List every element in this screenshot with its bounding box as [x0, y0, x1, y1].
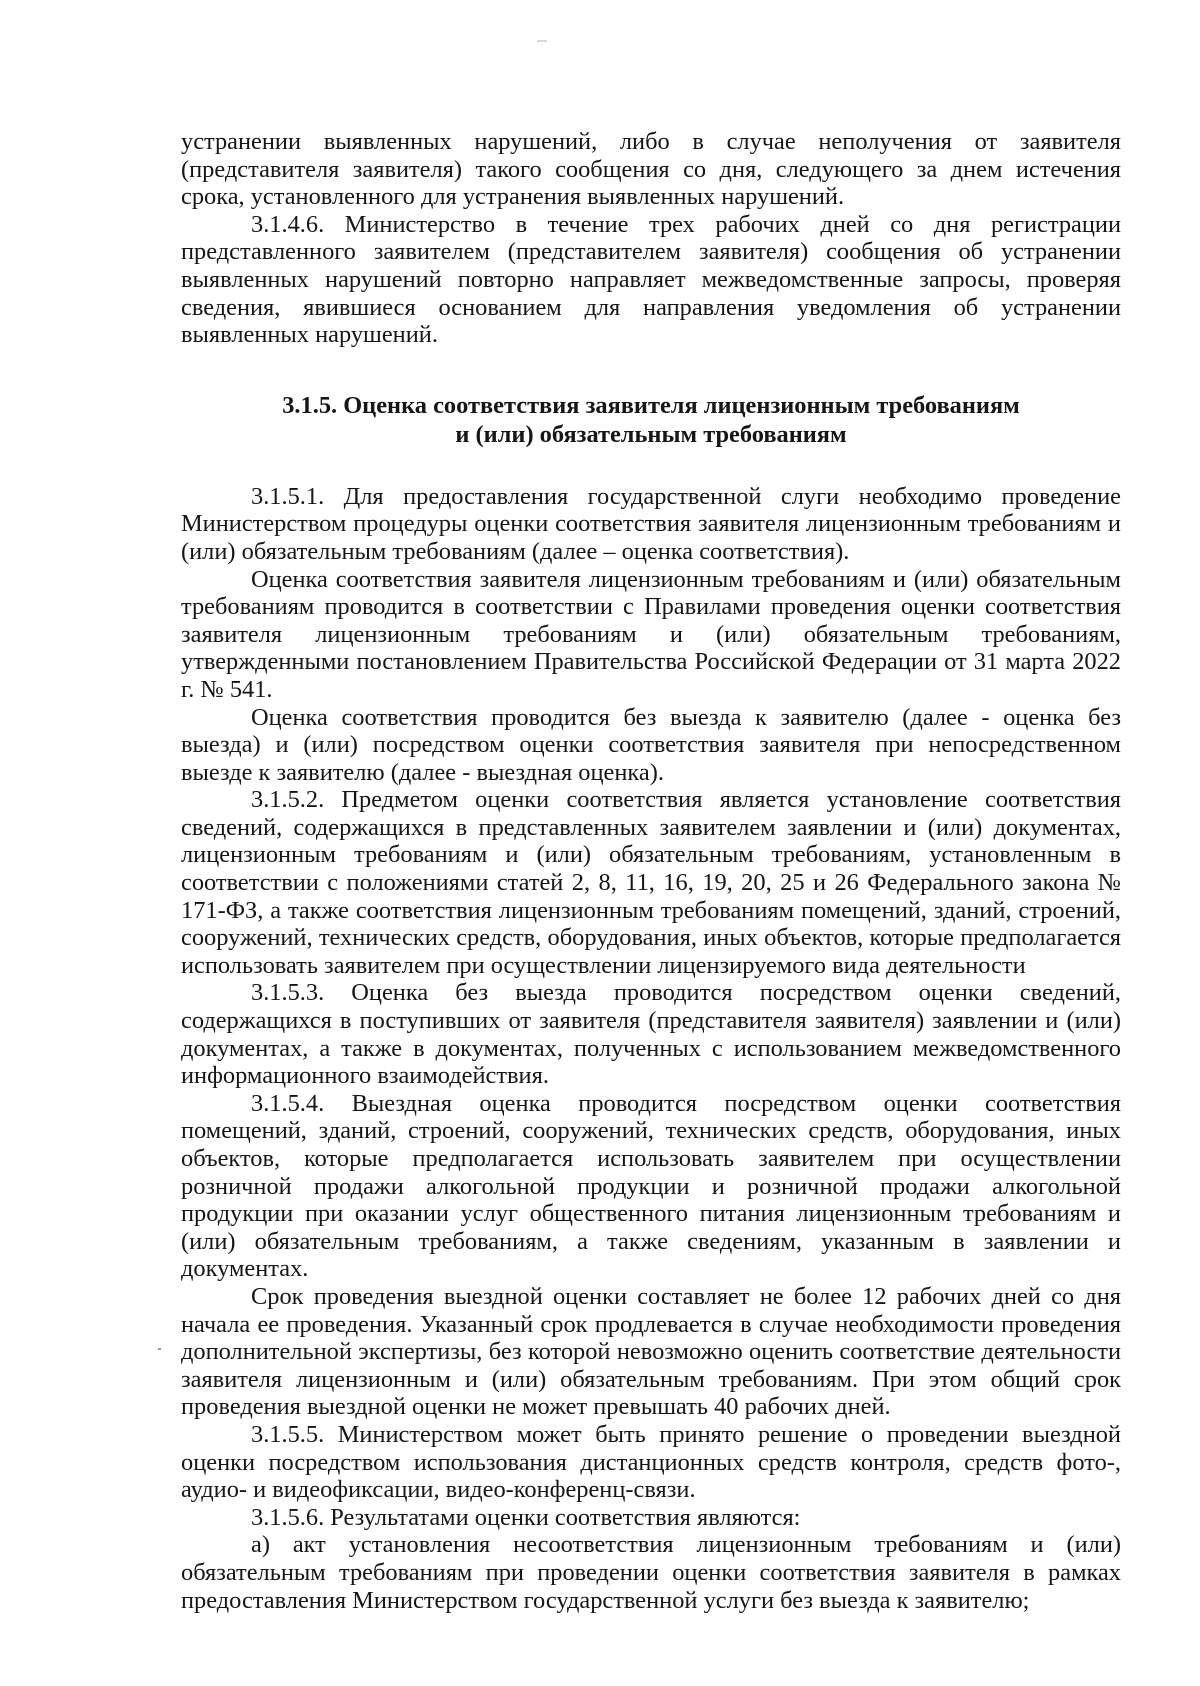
- section-heading-line: 3.1.5. Оценка соответствия заявителя лицензионным требованиям: [282, 391, 1020, 419]
- paragraph: Оценка соответствия проводится без выезда к заявителю (далее - оценка без выезда) и (или) посредством оценки соответствия заявителя при непосредственном выезде к заявителю (далее - выездная оценка).: [181, 703, 1121, 786]
- paragraph: Оценка соответствия заявителя лицензионным требованиям и (или) обязательным требованиям проводится в соответствии с Правилами проведения оценки соответствия заявителя лицензионным требованиям и (или) обязательным требованиям, утвержденными постановлением Правительства Российской Федерации от 31 марта 2022 г. № 541.: [181, 565, 1121, 703]
- section-heading: [181, 391, 1121, 449]
- paragraph: 3.1.4.6. Министерство в течение трех рабочих дней со дня регистрации представленного заявителем (представителем заявителя) сообщения об устранении выявленных нарушений повторно направляет межведомственные запросы, проверяя сведения, явившиеся основанием для направления уведомления об устранении выявленных нарушений.: [181, 210, 1121, 349]
- paragraph: устранении выявленных нарушений, либо в случае неполучения от заявителя (представителя заявителя) такого сообщения со дня, следующего за днем истечения срока, установленного для устранения выявленных нарушений.: [181, 128, 1121, 211]
- paragraph: 3.1.5.3. Оценка без выезда проводится посредством оценки сведений, содержащихся в поступивших от заявителя (представителя заявителя) заявлении и (или) документах, а также в документах, полученных с использованием межведомственного информационного взаимодействия.: [181, 979, 1121, 1090]
- paragraph: 3.1.5.2. Предметом оценки соответствия является установление соответствия сведений, содержащихся в представленных заявителем заявлении и (или) документах, лицензионным требованиям и (или) обязательным требованиям, установленным в соответствии с положениями статей 2, 8, 11, 16, 19, 20, 25 и 26 Федерального закона № 171-ФЗ, а также соответствия лицензионным требованиям помещений, зданий, строений, сооружений, технических средств, оборудования, иных объектов, которые предполагается использовать заявителем при осуществлении лицензируемого вида деятельности: [181, 786, 1121, 979]
- scan-mark: [158, 1348, 161, 1350]
- paragraph: а) акт установления несоответствия лицензионным требованиям и (или) обязательным требованиям при проведении оценки соответствия заявителя в рамках предоставления Министерством государственной услуги без выезда к заявителю;: [181, 1531, 1121, 1614]
- section-heading-line: и (или) обязательным требованиям: [455, 420, 847, 448]
- paragraph: 3.1.5.6. Результатами оценки соответствия являются:: [251, 1503, 801, 1531]
- paragraph: Срок проведения выездной оценки составляет не более 12 рабочих дней со дня начала ее проведения. Указанный срок продлевается в случае необходимости проведения дополнительной экспертизы, без которой невозможно оценить соответствие деятельности заявителя лицензионным и (или) обязательным требованиям. При этом общий срок проведения выездной оценки не может превышать 40 рабочих дней.: [181, 1282, 1121, 1421]
- scan-mark: [537, 40, 547, 42]
- document-body: [181, 128, 1121, 1614]
- paragraph: 3.1.5.4. Выездная оценка проводится посредством оценки соответствия помещений, зданий, строений, сооружений, технических средств, оборудования, иных объектов, которые предполагается использовать заявителем при осуществлении розничной продажи алкогольной продукции и розничной продажи алкогольной продукции при оказании услуг общественного питания лицензионным требованиям и (или) обязательным требованиям, а также сведениям, указанным в заявлении и документах.: [181, 1089, 1121, 1283]
- paragraph: 3.1.5.1. Для предоставления государственной слуги необходимо проведение Министерством процедуры оценки соответствия заявителя лицензионным требованиям и (или) обязательным требованиям (далее – оценка соответствия).: [181, 482, 1121, 565]
- paragraph: 3.1.5.5. Министерством может быть принято решение о проведении выездной оценки посредством использования дистанционных средств контроля, средств фото-, аудио- и видеофиксации, видео-конференц-связи.: [181, 1420, 1121, 1504]
